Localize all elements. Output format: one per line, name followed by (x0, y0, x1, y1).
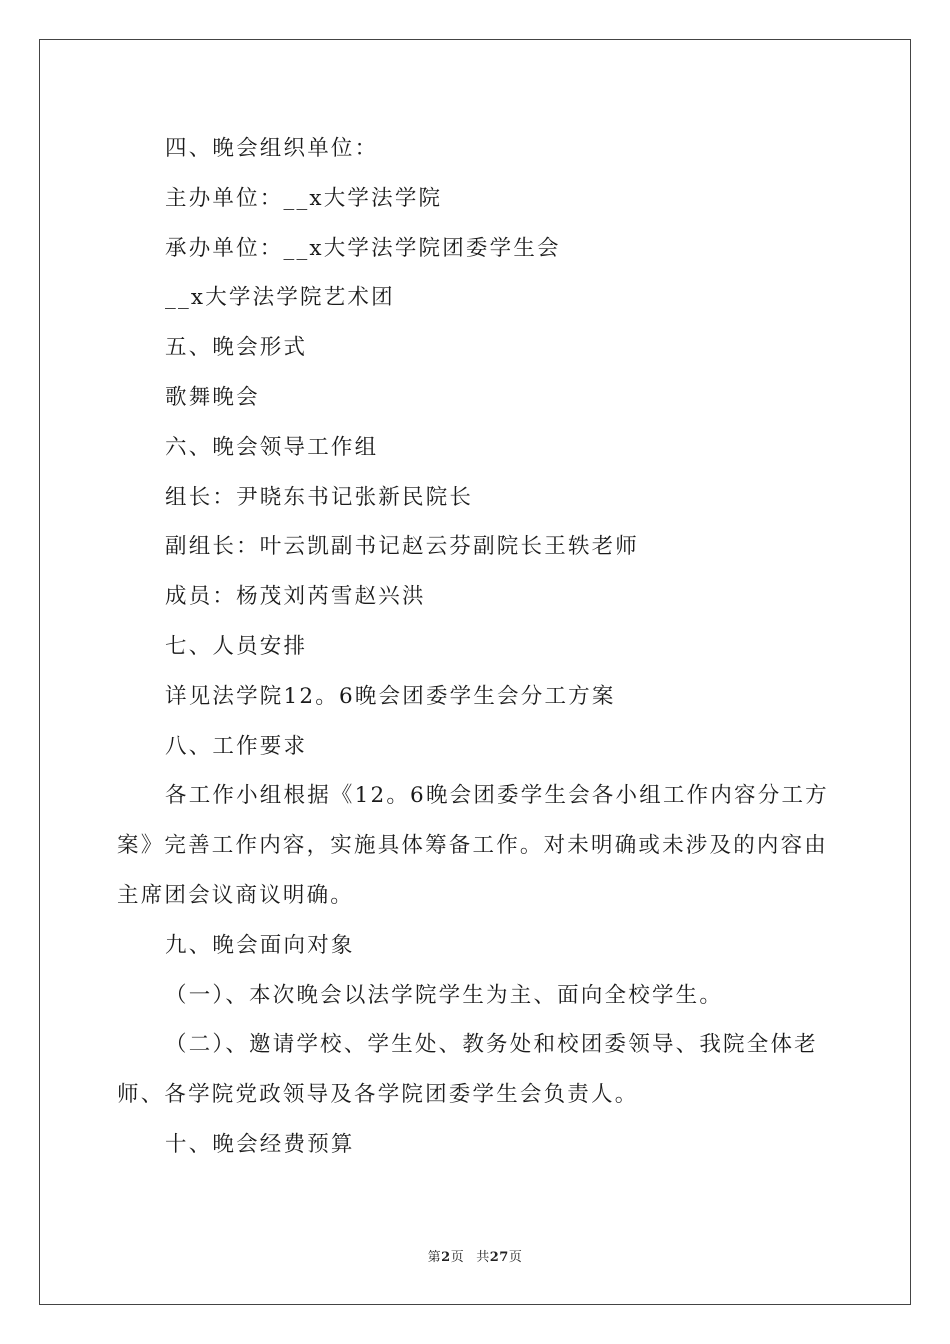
requirements-paragraph: 各工作小组根据《12。6晚会团委学生会各小组工作内容分工方案》完善工作内容，实施具体筹备工作。对未明确或未涉及的内容由主席团会议商议明确。 (117, 783, 829, 908)
heading-budget: 十、晚会经费预算 (165, 1131, 355, 1157)
page-number: 2 (441, 1250, 451, 1265)
heading-requirements: 八、工作要求 (165, 733, 308, 759)
host-unit: 主办单位：__x大学法学院 (165, 185, 443, 211)
heading-audience: 九、晚会面向对象 (165, 932, 355, 958)
page-footer (0, 1246, 950, 1265)
page-suffix: 页 (450, 1250, 465, 1265)
organizer-unit: 承办单位：__x大学法学院团委学生会 (165, 235, 561, 261)
page-prefix: 第 (427, 1250, 442, 1265)
heading-staffing: 七、人员安排 (165, 633, 308, 659)
deputy-leader: 副组长：叶云凯副书记赵云芬副院长王轶老师 (165, 534, 640, 560)
heading-format: 五、晚会形式 (165, 335, 308, 361)
total-suffix: 页 (508, 1250, 523, 1265)
document-body (117, 124, 837, 1170)
audience-item-2: （二）、邀请学校、学生处、教务处和校团委领导、我院全体老师、各学院党政领导及各学院团委学生会负责人。 (117, 1032, 818, 1108)
group-members: 成员：杨茂刘芮雪赵兴洪 (165, 584, 426, 610)
total-prefix: 共 (476, 1250, 490, 1265)
group-leader: 组长：尹晓东书记张新民院长 (165, 484, 474, 510)
total-pages: 27 (489, 1250, 509, 1265)
audience-item-1: （一）、本次晚会以法学院学生为主、面向全校学生。 (165, 982, 724, 1008)
format-value: 歌舞晚会 (165, 384, 260, 410)
art-troupe: __x大学法学院艺术团 (165, 285, 395, 311)
heading-leadership: 六、晚会领导工作组 (165, 434, 379, 460)
staffing-detail: 详见法学院12。6晚会团委学生会分工方案 (165, 683, 616, 709)
heading-organizers: 四、晚会组织单位： (165, 136, 379, 161)
